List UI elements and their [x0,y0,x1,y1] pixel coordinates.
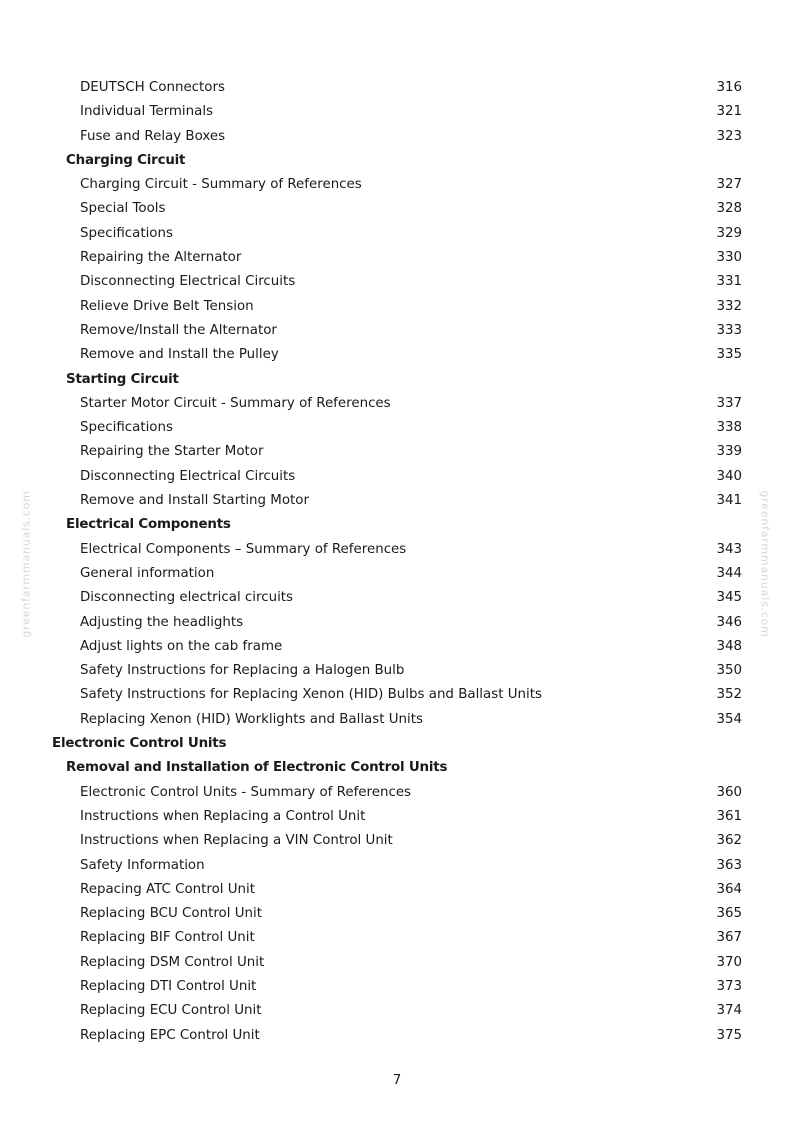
toc-entry[interactable] [0,999,794,1023]
toc-entry[interactable] [0,1024,794,1048]
toc-entry[interactable] [0,708,794,732]
toc-entry[interactable] [0,76,794,100]
toc-entry-title: Charging Circuit [66,152,186,168]
toc-entry-page: 321 [716,104,742,120]
toc-entry[interactable] [0,586,794,610]
toc-entry[interactable] [0,538,794,562]
toc-entry[interactable] [0,975,794,999]
toc-entry-title: Fuse and Relay Boxes [80,128,226,144]
toc-entry-page: 340 [716,468,742,484]
toc-entry[interactable] [0,683,794,707]
toc-entry-page: 360 [716,784,742,800]
toc-entry-page: 365 [716,906,742,922]
toc-entry[interactable] [0,781,794,805]
toc-entry[interactable] [0,878,794,902]
toc-entry-title: Replacing EPC Control Unit [80,1027,260,1043]
table-of-contents [0,76,794,1048]
toc-entry-page: 338 [716,420,742,436]
toc-entry[interactable] [0,829,794,853]
toc-section-heading[interactable] [0,756,794,780]
toc-entry-page: 350 [716,663,742,679]
toc-entry[interactable] [0,100,794,124]
toc-entry-page: 373 [716,978,742,994]
toc-entry-page: 346 [716,614,742,630]
toc-entry-title: Remove and Install the Pulley [80,347,279,363]
toc-entry-page: 333 [716,322,742,338]
toc-entry-page: 352 [716,687,742,703]
toc-entry-title: Replacing DTI Control Unit [80,978,257,994]
toc-entry-page: 374 [716,1003,742,1019]
toc-entry[interactable] [0,659,794,683]
toc-entry-page: 337 [716,395,742,411]
toc-entry-page: 343 [716,541,742,557]
page-number: 7 [392,1073,402,1088]
toc-entry-title: DEUTSCH Connectors [80,80,225,95]
toc-entry-title: Relieve Drive Belt Tension [80,298,254,314]
toc-entry-title: Starter Motor Circuit - Summary of References [80,395,391,411]
watermark-left: greenfarmmanuals.com [19,490,33,638]
toc-entry[interactable] [0,854,794,878]
toc-entry[interactable] [0,295,794,319]
toc-entry[interactable] [0,173,794,197]
toc-entry-title: Instructions when Replacing a Control Unit [80,808,366,824]
toc-entry-title: Charging Circuit - Summary of References [80,177,362,193]
toc-entry-title: Safety Information [80,857,205,873]
toc-entry-title: Replacing ECU Control Unit [80,1003,262,1019]
toc-entry-title: Electronic Control Units [52,736,227,752]
toc-entry-page: 367 [716,930,742,946]
watermark-right: greenfarmmanuals.com [758,490,772,638]
toc-entry-title: Adjust lights on the cab frame [80,638,283,654]
toc-entry-page: 328 [716,201,742,217]
toc-entry-title: Safety Instructions for Replacing a Halogen Bulb [80,663,405,679]
toc-entry-title: Replacing DSM Control Unit [80,954,265,970]
toc-section-heading[interactable] [0,513,794,537]
toc-entry-title: Repairing the Alternator [80,250,242,266]
toc-entry-page: 329 [716,225,742,241]
toc-entry-title: Individual Terminals [80,104,214,120]
toc-entry-page: 363 [716,857,742,873]
toc-entry[interactable] [0,562,794,586]
toc-entry-title: Specifications [80,420,173,436]
toc-entry-page: 341 [716,493,742,509]
toc-entry-page: 354 [716,711,742,727]
toc-entry-title: Disconnecting electrical circuits [80,590,294,606]
toc-entry-title: Starting Circuit [66,371,179,387]
toc-entry-title: General information [80,565,215,581]
toc-entry[interactable] [0,951,794,975]
toc-entry-page: 331 [716,274,742,290]
toc-entry[interactable] [0,343,794,367]
toc-section-heading[interactable] [0,149,794,173]
toc-entry[interactable] [0,440,794,464]
toc-section-heading[interactable] [0,368,794,392]
toc-entry-title: Adjusting the headlights [80,614,244,630]
toc-entry-title: Disconnecting Electrical Circuits [80,274,296,290]
toc-entry[interactable] [0,222,794,246]
toc-entry-page: 344 [716,565,742,581]
toc-entry[interactable] [0,392,794,416]
toc-entry[interactable] [0,416,794,440]
toc-entry[interactable] [0,805,794,829]
toc-entry-page: 375 [716,1027,742,1043]
toc-entry[interactable] [0,197,794,221]
toc-section-heading[interactable] [0,732,794,756]
toc-entry[interactable] [0,635,794,659]
toc-entry[interactable] [0,319,794,343]
toc-entry-title: Electrical Components [66,517,231,533]
toc-entry[interactable] [0,125,794,149]
toc-entry-title: Remove/Install the Alternator [80,322,277,338]
toc-entry-page: 323 [716,128,742,144]
toc-entry-title: Replacing BIF Control Unit [80,930,255,946]
toc-entry-title: Disconnecting Electrical Circuits [80,468,296,484]
toc-entry-page: 327 [716,177,742,193]
toc-entry-title: Replacing BCU Control Unit [80,906,262,922]
toc-entry-title: Electronic Control Units - Summary of References [80,784,412,800]
toc-entry-page: 330 [716,250,742,266]
toc-entry-page: 362 [716,833,742,849]
toc-entry-title: Safety Instructions for Replacing Xenon (HID) Bulbs and Ballast Units [80,687,542,703]
toc-entry-title: Repacing ATC Control Unit [80,881,256,897]
toc-entry-page: 361 [716,808,742,824]
toc-entry-page: 332 [716,298,742,314]
toc-entry-title: Remove and Install Starting Motor [80,493,309,509]
toc-entry-page: 345 [716,590,742,606]
toc-entry-title: Repairing the Starter Motor [80,444,264,460]
toc-entry[interactable] [0,489,794,513]
toc-entry-page: 364 [716,881,742,897]
toc-entry[interactable] [0,926,794,950]
toc-entry-title: Instructions when Replacing a VIN Control Unit [80,833,393,849]
toc-entry[interactable] [0,465,794,489]
toc-entry-title: Electrical Components – Summary of References [80,541,407,557]
toc-entry-title: Special Tools [80,201,166,217]
toc-entry-page: 335 [716,347,742,363]
toc-entry-page: 348 [716,638,742,654]
toc-entry-page: 316 [716,80,742,95]
toc-entry-page: 339 [716,444,742,460]
toc-entry[interactable] [0,246,794,270]
toc-entry-page: 370 [716,954,742,970]
toc-entry[interactable] [0,902,794,926]
toc-entry-title: Removal and Installation of Electronic Control Units [66,760,448,776]
toc-entry-title: Replacing Xenon (HID) Worklights and Ballast Units [80,711,423,727]
toc-entry[interactable] [0,270,794,294]
toc-entry[interactable] [0,611,794,635]
toc-entry-title: Specifications [80,225,173,241]
